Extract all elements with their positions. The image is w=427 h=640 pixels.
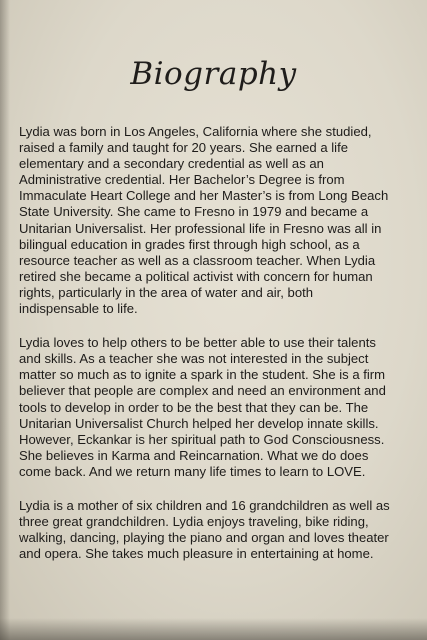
text-line: She believes in Karma and Reincarnation. What we do does (19, 447, 369, 463)
text-line: and skills. As a teacher she was not interested in the subject (19, 351, 369, 367)
biography-text (19, 124, 419, 580)
text-line: Lydia is a mother of six children and 16 grandchildren as well as (19, 497, 390, 513)
text-line: Lydia was born in Los Angeles, California where she studied, (19, 124, 372, 139)
text-line: Immaculate Heart College and her Master’s is from Long Beach (19, 188, 389, 204)
text-line: Unitarian Universalist. Her professional life in Fresno was all in (19, 220, 382, 236)
page-bottom-shadow (0, 618, 427, 640)
page-title: Biography (130, 56, 297, 92)
text-line: bilingual education in grades first through high school, as a (19, 236, 360, 252)
text-line: rights, particularly in the area of water and air, both (19, 284, 314, 300)
paragraph-1 (19, 124, 419, 317)
page-edge-shadow (0, 0, 10, 640)
paragraph-2 (19, 335, 419, 480)
text-line: come back. And we return many life times to learn to LOVE. (19, 463, 366, 479)
text-line: indispensable to life. (19, 301, 138, 317)
text-line: walking, dancing, playing the piano and organ and loves theater (19, 530, 389, 546)
text-line: Unitarian Universalist Church helped her develop innate skills. (19, 415, 379, 431)
text-line: and opera. She takes much pleasure in entertaining at home. (19, 546, 374, 562)
text-line: raised a family and taught for 20 years. She earned a life (19, 140, 348, 156)
paragraph-3 (19, 498, 419, 562)
text-line: resource teacher as well as a classroom teacher. When Lydia (19, 252, 376, 268)
text-line: State University. She came to Fresno in 1979 and became a (19, 204, 369, 220)
text-line: believer that people are complex and need an environment and (19, 383, 386, 399)
text-line: tools to develop in order to be the best that they can be. The (19, 399, 369, 415)
text-line: Lydia loves to help others to be better able to use their talents (19, 335, 376, 351)
text-line: retired she became a political activist with concern for human (19, 268, 373, 284)
text-line: elementary and a secondary credential as well as an (19, 156, 324, 172)
text-line: However, Eckankar is her spiritual path to God Consciousness. (19, 431, 385, 447)
text-line: Administrative credential. Her Bachelor’s Degree is from (19, 172, 345, 188)
text-line: three great grandchildren. Lydia enjoys traveling, bike riding, (19, 514, 369, 530)
text-line: matter so much as to ignite a spark in the student. She is a firm (19, 367, 386, 383)
